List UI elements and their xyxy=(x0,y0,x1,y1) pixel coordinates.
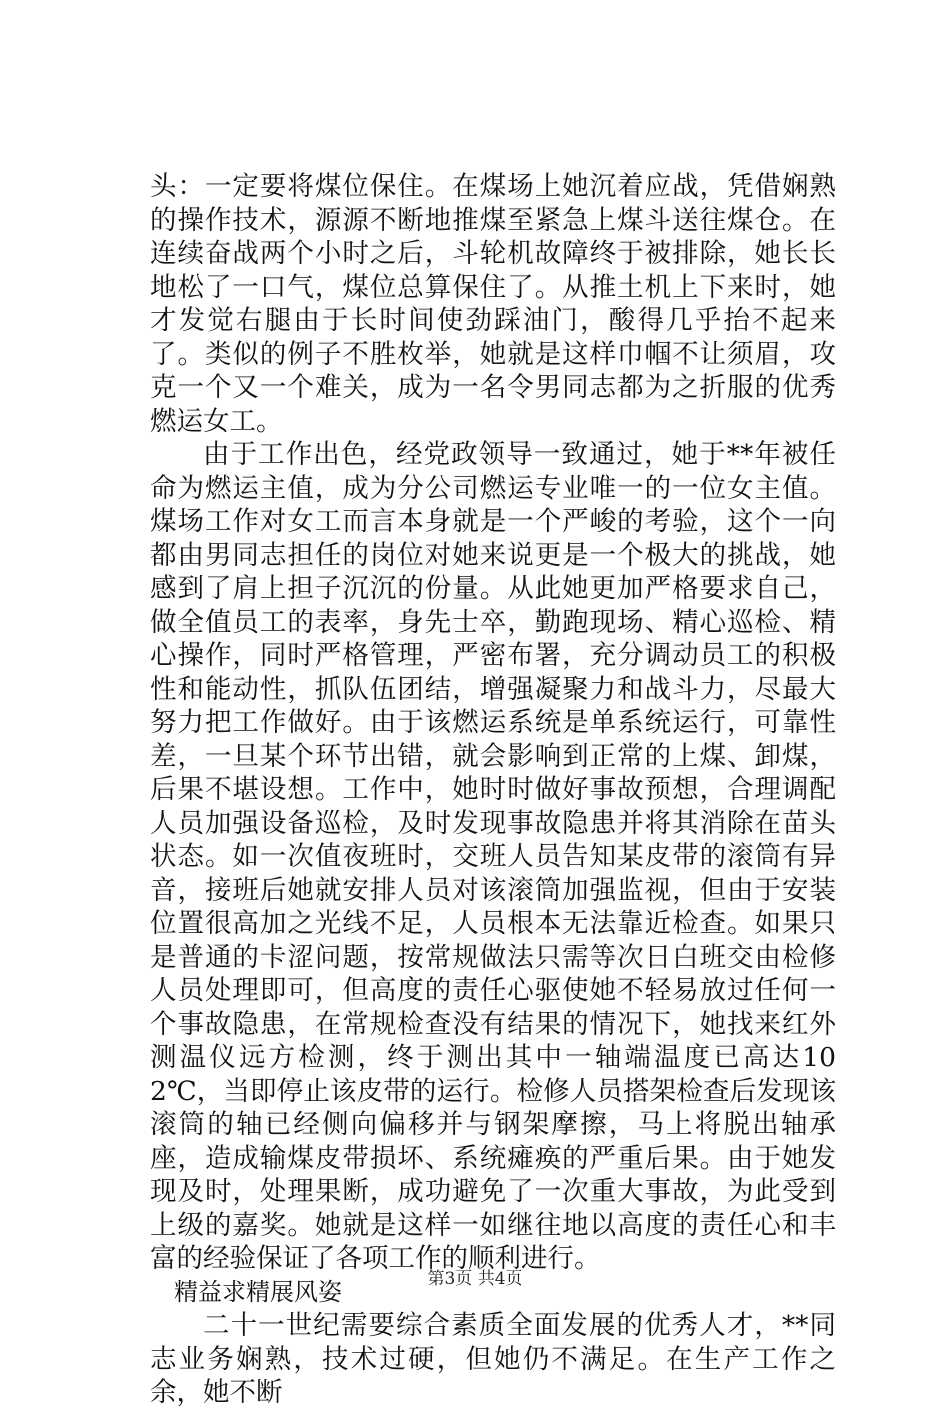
page-footer xyxy=(0,1264,950,1289)
paragraph-twenty-first-century: 二十一世纪需要综合素质全面发展的优秀人才，**同志业务娴熟，技术过硬，但她仍不满足。在生产工作之余，她不断 xyxy=(150,1310,836,1408)
section-heading: 精益求精展风姿 xyxy=(174,1277,342,1306)
document-body xyxy=(150,170,836,1410)
paragraph-promotion: 由于工作出色，经党政领导一致通过，她于**年被任命为燃运主值，成为分公司燃运专业唯一的一位女主值。煤场工作对女工而言本身就是一个严峻的考验，这个一向都由男同志担任的岗位对她来说更是一个极大的挑战，她感到了肩上担子沉沉的份量。从此她更加严格要求自己，做全值员工的表率，身先士卒，勤跑现场、精心巡检、精心操作，同时严格管理，严密布署，充分调动员工的积极性和能动性，抓队伍团结，增强凝聚力和战斗力，尽最大努力把工作做好。由于该燃运系统是单系统运行，可靠性差，一旦某个环节出错，就会影响到正常的上煤、卸煤，后果不堪设想。工作中，她时时做好事故预想，合理调配人员加强设备巡检，及时发现事故隐患并将其消除在苗头状态。如一次值夜班时，交班人员告知某皮带的滚筒有异音，接班后她就安排人员对该滚筒加强监视，但由于安装位置很高加之光线不足，人员根本无法靠近检查。如果只是普通的卡涩问题，按常规做法只需等次日白班交由检修人员处理即可，但高度的责任心驱使她不轻易放过任何一个事故隐患，在常规检查没有结果的情况下，她找来红外测温仪远方检测，终于测出其中一轴端温度已高达102℃，当即停止该皮带的运行。检修人员搭架检查后发现该滚筒的轴已经侧向偏移并与钢架摩擦，马上将脱出轴承座，造成输煤皮带损坏、系统瘫痪的严重后果。由于她发现及时，处理果断，成功避免了一次重大事故，为此受到上级的嘉奖。她就是这样一如继往地以高度的责任心和丰富的经验保证了各项工作的顺利进行。 xyxy=(150,439,836,1274)
paragraph-continued: 头：一定要将煤位保住。在煤场上她沉着应战，凭借娴熟的操作技术，源源不断地推煤至紧急上煤斗送往煤仓。在连续奋战两个小时之后，斗轮机故障终于被排除，她长长地松了一口气，煤位总算保住了。从推土机上下来时，她才发觉右腿由于长时间使劲踩油门，酸得几乎抬不起来了。类似的例子不胜枚举，她就是这样巾帼不让须眉，攻克一个又一个难关，成为一名令男同志都为之折服的优秀燃运女工。 xyxy=(150,171,836,437)
page-number-label: 第3页 共4页 xyxy=(427,1269,523,1289)
